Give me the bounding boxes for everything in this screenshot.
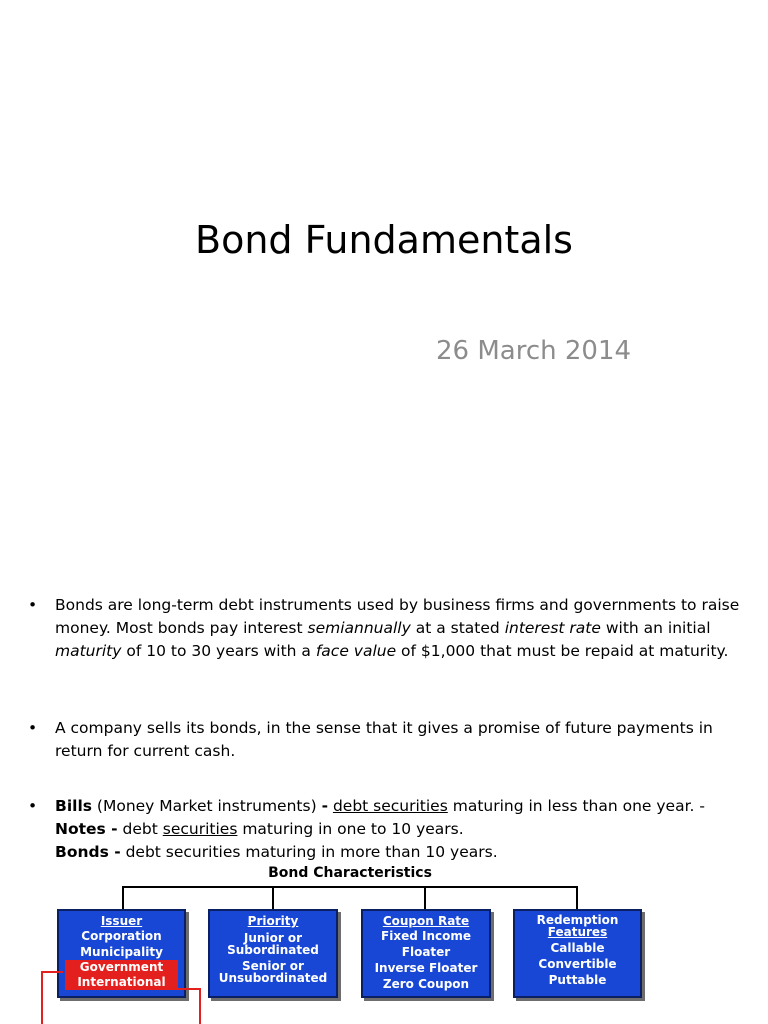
coupon-rate-box — [361, 909, 491, 998]
priority-box — [208, 909, 338, 998]
connector-vertical-priority — [272, 886, 274, 910]
bullet-icon: • — [28, 797, 38, 815]
text: of $1,000 that must be repaid at maturity. — [396, 642, 729, 660]
issuer-corporation: Corporation — [81, 929, 162, 943]
callout-line-right-horizontal — [178, 988, 201, 990]
bullet-item-bills-notes-bonds — [28, 795, 705, 864]
priority-header: Priority — [247, 914, 299, 928]
issuer-government-highlight: Government — [65, 960, 178, 975]
connector-horizontal — [122, 886, 578, 888]
priority-unsubordinated: Unsubordinated — [218, 971, 328, 985]
bullet-icon: • — [28, 596, 38, 614]
text: A company sells its bonds, in the sense that it gives a promise of future payments in return for current cash. — [55, 719, 713, 760]
text: maturing in less than one year. - — [447, 797, 705, 815]
priority-subordinated: Subordinated — [227, 943, 319, 957]
bond-characteristics-diagram — [0, 862, 768, 1024]
issuer-header: Issuer — [100, 914, 143, 928]
coupon-fixed-income: Fixed Income — [381, 929, 471, 943]
redemption-header-line1: Redemption — [536, 913, 619, 927]
italic-term: semiannually — [307, 619, 411, 637]
italic-term: maturity — [55, 642, 122, 660]
issuer-municipality: Municipality — [80, 945, 163, 959]
slide-title: Bond Fundamentals — [195, 218, 573, 262]
coupon-floater: Floater — [401, 945, 451, 959]
coupon-inverse-floater: Inverse Floater — [374, 961, 478, 975]
securities-link[interactable]: securities — [162, 820, 238, 838]
priority-senior: Senior or — [242, 959, 304, 973]
italic-term: interest rate — [504, 619, 601, 637]
callout-line-right-vertical — [199, 988, 201, 1024]
bonds-label: Bonds - — [55, 843, 121, 861]
text: of 10 to 30 years with a — [121, 642, 316, 660]
coupon-zero-coupon: Zero Coupon — [382, 977, 470, 991]
text: with an initial — [600, 619, 711, 637]
callout-line-left-horizontal — [41, 971, 63, 973]
text: debt — [117, 820, 163, 838]
italic-term: face value — [315, 642, 397, 660]
redemption-puttable: Puttable — [548, 973, 607, 987]
connector-vertical-coupon — [424, 886, 426, 910]
coupon-rate-header: Coupon Rate — [382, 914, 470, 928]
text: maturing in one to 10 years. — [237, 820, 464, 838]
text: debt securities maturing in more than 10 years. — [120, 843, 498, 861]
notes-label: Notes - — [55, 820, 118, 838]
slide-date: 26 March 2014 — [436, 336, 632, 366]
redemption-convertible: Convertible — [538, 957, 617, 971]
issuer-box — [57, 909, 186, 998]
bullet-icon: • — [28, 719, 38, 737]
issuer-international-highlight: International — [65, 975, 178, 990]
connector-vertical-issuer — [122, 886, 124, 910]
bullet-item-bonds-definition — [28, 594, 748, 663]
diagram-title: Bond Characteristics — [268, 865, 432, 881]
text: Bonds are long-term debt instruments used by business firms and governments to raise money. Most bonds pay interest — [55, 596, 740, 637]
connector-vertical-redemption — [576, 886, 578, 910]
redemption-features-box — [513, 909, 642, 998]
text: (Money Market instruments) — [91, 797, 322, 815]
priority-junior: Junior or — [243, 931, 303, 945]
text: at a stated — [410, 619, 505, 637]
debt-securities-link[interactable]: debt securities — [332, 797, 448, 815]
redemption-callable: Callable — [550, 941, 605, 955]
redemption-header-line2: Features — [547, 925, 608, 939]
callout-line-left-vertical — [41, 971, 43, 1024]
bills-label: Bills — [55, 797, 92, 815]
dash: - — [321, 797, 328, 815]
bullet-item-company-sells — [28, 717, 748, 763]
